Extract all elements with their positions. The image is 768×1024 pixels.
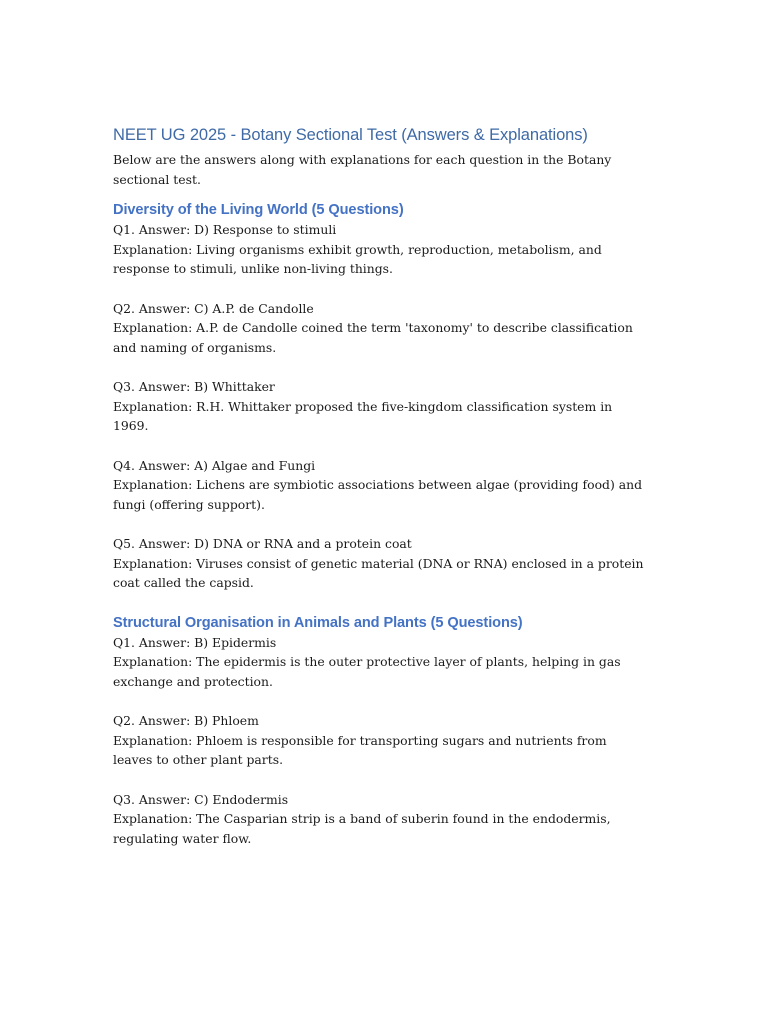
explanation-text: Explanation: The epidermis is the outer protective layer of plants, helping in gas exchange and protection. bbox=[113, 654, 621, 689]
explanation-text: Explanation: Viruses consist of genetic material (DNA or RNA) enclosed in a protein coat called the capsid. bbox=[113, 555, 644, 590]
question-answer-item bbox=[113, 220, 648, 279]
question-answer-item bbox=[113, 711, 648, 770]
question-answer-item bbox=[113, 299, 648, 358]
explanation-text: Explanation: R.H. Whittaker proposed the five-kingdom classification system in 1969. bbox=[113, 398, 613, 433]
section-heading-diversity: Diversity of the Living World (5 Questions) bbox=[113, 202, 404, 218]
answer-line: Q3. Answer: B) Whittaker bbox=[113, 379, 275, 394]
explanation-text: Explanation: Phloem is responsible for transporting sugars and nutrients from leaves to other plant parts. bbox=[113, 732, 607, 767]
explanation-text: Explanation: The Casparian strip is a band of suberin found in the endodermis, regulating water flow. bbox=[113, 811, 611, 846]
question-answer-item bbox=[113, 456, 648, 515]
section-heading-structural-organisation: Structural Organisation in Animals and Plants (5 Questions) bbox=[113, 614, 523, 631]
explanation-text: Explanation: Lichens are symbiotic associations between algae (providing food) and fungi (offering support). bbox=[113, 477, 643, 512]
answer-line: Q1. Answer: B) Epidermis bbox=[113, 634, 277, 650]
answer-line: Q2. Answer: B) Phloem bbox=[113, 713, 259, 728]
explanation-text: Explanation: A.P. de Candolle coined the term 'taxonomy' to describe classification and naming of organisms. bbox=[113, 320, 633, 355]
answer-line: Q4. Answer: A) Algae and Fungi bbox=[113, 457, 316, 473]
question-answer-item bbox=[113, 377, 648, 436]
document-page bbox=[113, 124, 648, 848]
document-title: NEET UG 2025 - Botany Sectional Test (Answers & Explanations) bbox=[113, 126, 588, 144]
answer-line: Q5. Answer: D) DNA or RNA and a protein coat bbox=[113, 536, 412, 551]
answer-line: Q3. Answer: C) Endodermis bbox=[113, 791, 289, 807]
answer-line: Q1. Answer: D) Response to stimuli bbox=[113, 222, 337, 237]
answer-line: Q2. Answer: C) A.P. de Candolle bbox=[113, 300, 314, 316]
question-answer-item bbox=[113, 790, 648, 849]
question-answer-item bbox=[113, 534, 648, 593]
explanation-text: Explanation: Living organisms exhibit growth, reproduction, metabolism, and response to stimuli, unlike non-living things. bbox=[113, 241, 602, 276]
question-answer-item bbox=[113, 633, 648, 692]
document-intro: Below are the answers along with explanations for each question in the Botany sectional test. bbox=[113, 152, 612, 187]
